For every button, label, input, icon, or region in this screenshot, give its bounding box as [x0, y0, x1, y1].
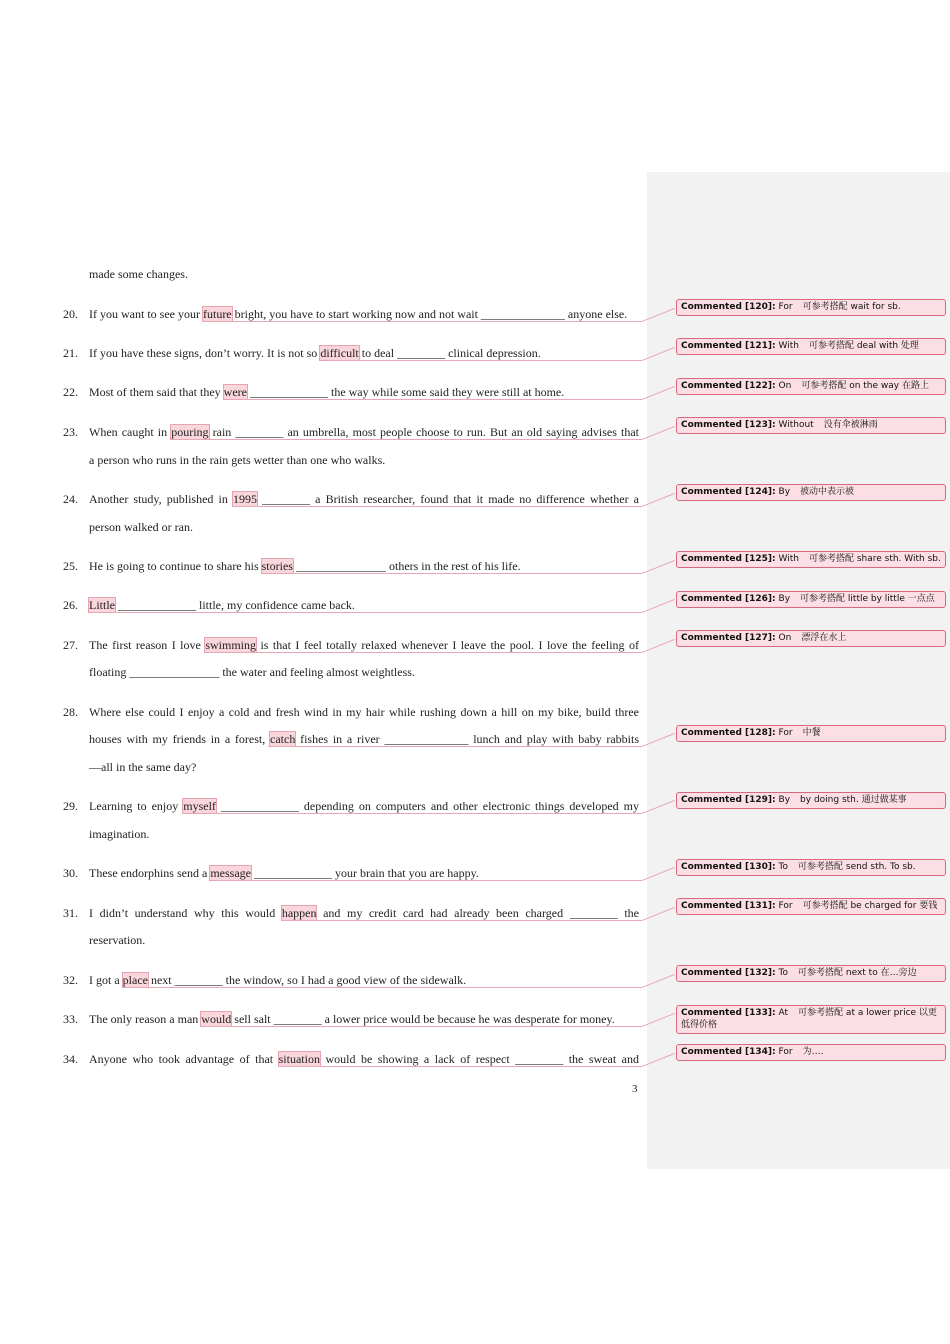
highlighted-word[interactable]: myself: [183, 799, 216, 813]
highlighted-word[interactable]: would: [201, 1012, 232, 1026]
question-continuation: a person who runs in the rain gets wetter than one who walks.: [89, 453, 386, 467]
item-number: 31.: [63, 906, 78, 920]
item-number: 21.: [63, 346, 78, 360]
item-number: 32.: [63, 973, 78, 987]
item-number: 23.: [63, 425, 78, 439]
question-line: Most of them said that they were _____________ the way while some said they were still at home.: [89, 385, 565, 399]
item-number: 20.: [63, 307, 78, 321]
question-line: He is going to continue to share his stories _______________ others in the rest of his life.: [89, 559, 521, 573]
comment-balloon[interactable]: Commented [125]: With 可参考搭配 share sth. With sb.: [676, 551, 946, 568]
item-number: 22.: [63, 385, 78, 399]
highlighted-word[interactable]: difficult: [320, 346, 359, 360]
lead-line: made some changes.: [89, 267, 188, 281]
item-number: 26.: [63, 598, 78, 612]
comment-anchor-line: [205, 652, 642, 653]
comment-balloon[interactable]: Commented [124]: By 被动中表示被: [676, 484, 946, 501]
question-continuation: reservation.: [89, 933, 146, 947]
question-line: Where else could I enjoy a cold and fresh wind in my hair while rushing down a hill on my bike, build three: [89, 705, 639, 719]
comment-balloon[interactable]: Commented [130]: To 可参考搭配 send sth. To sb.: [676, 859, 946, 876]
highlighted-word[interactable]: place: [122, 973, 148, 987]
highlighted-word[interactable]: happen: [281, 906, 317, 920]
question-line: These endorphins send a message _____________ your brain that you are happy.: [89, 866, 479, 880]
question-line: Little _____________ little, my confidence came back.: [89, 598, 355, 612]
item-number: 25.: [63, 559, 78, 573]
question-continuation: floating _______________ the water and feeling almost weightless.: [89, 665, 415, 679]
question-line: Another study, published in 1995 ________ a British researcher, found that it made no difference whether a: [89, 492, 639, 506]
comment-anchor-line: [268, 746, 642, 747]
page-number: 3: [632, 1083, 638, 1095]
question-continuation: houses with my friends in a forest, catch fishes in a river ______________ lunch and play with baby rabbits: [89, 732, 640, 746]
question-line: If you have these signs, don’t worry. It is not so difficult to deal ________ clinical depression.: [89, 346, 541, 360]
question-line: Anyone who took advantage of that situation would be showing a lack of respect ________ the sweat and: [89, 1052, 640, 1066]
comment-balloon[interactable]: Commented [131]: For 可参考搭配 be charged for 要钱: [676, 898, 946, 915]
highlighted-word[interactable]: were: [223, 385, 247, 399]
highlighted-word[interactable]: catch: [270, 732, 296, 746]
highlighted-word[interactable]: situation: [278, 1052, 320, 1066]
item-number: 29.: [63, 799, 78, 813]
item-number: 30.: [63, 866, 78, 880]
comment-balloon[interactable]: Commented [129]: By by doing sth. 通过做某事: [676, 792, 946, 809]
question-continuation: —all in the same day?: [89, 760, 197, 774]
comment-anchor-line: [213, 880, 642, 881]
highlighted-word[interactable]: Little: [89, 598, 115, 612]
comment-balloon[interactable]: Commented [120]: For 可参考搭配 wait for sb.: [676, 299, 946, 316]
comment-anchor-line: [171, 439, 642, 440]
question-continuation: imagination.: [89, 827, 150, 841]
highlighted-word[interactable]: stories: [261, 559, 293, 573]
question-line: If you want to see your future bright, you have to start working now and not wait ______________ anyone else.: [89, 307, 628, 321]
highlighted-word[interactable]: swimming: [205, 638, 256, 652]
highlighted-word[interactable]: pouring: [171, 425, 209, 439]
comment-anchor-line: [204, 1026, 642, 1027]
comment-anchor-line: [278, 1066, 642, 1067]
comment-anchor-line: [266, 573, 642, 574]
comment-anchor-line: [89, 612, 642, 613]
question-line: When caught in pouring rain ________ an umbrella, most people choose to run. But an old saying advises that: [89, 425, 639, 439]
comment-anchor-line: [182, 813, 642, 814]
comment-anchor-line: [233, 506, 642, 507]
comment-anchor-line: [328, 360, 642, 361]
question-line: The only reason a man would sell salt ________ a lower price would be because he was desperate for money.: [89, 1012, 615, 1026]
item-number: 34.: [63, 1052, 78, 1066]
comment-balloon[interactable]: Commented [121]: With 可参考搭配 deal with 处理: [676, 338, 946, 355]
comment-balloon[interactable]: Commented [133]: At 可参考搭配 at a lower price 以更低得价格: [676, 1005, 946, 1034]
question-line: I didn’t understand why this would happen and my credit card had already been charged ________ the: [89, 906, 639, 920]
item-number: 24.: [63, 492, 78, 506]
item-number: 33.: [63, 1012, 78, 1026]
comment-anchor-line: [205, 321, 642, 322]
question-line: The first reason I love swimming is that I feel totally relaxed whenever I leave the pool. I love the feeling of: [89, 638, 639, 652]
comment-balloon[interactable]: Commented [128]: For 中餐: [676, 725, 946, 742]
question-line: Learning to enjoy myself _____________ depending on computers and other electronic things developed my: [89, 799, 639, 813]
comment-anchor-line: [281, 920, 642, 921]
comment-balloon[interactable]: Commented [134]: For 为….: [676, 1044, 946, 1061]
highlighted-word[interactable]: message: [210, 866, 251, 880]
comment-balloon[interactable]: Commented [122]: On 可参考搭配 on the way 在路上: [676, 378, 946, 395]
comment-balloon[interactable]: Commented [126]: By 可参考搭配 little by little 一点点: [676, 591, 946, 608]
comment-anchor-line: [124, 987, 642, 988]
comment-balloon[interactable]: Commented [132]: To 可参考搭配 next to 在…旁边: [676, 965, 946, 982]
item-number: 28.: [63, 705, 78, 719]
comment-anchor-line: [228, 399, 642, 400]
comment-balloon[interactable]: Commented [127]: On 漂浮在水上: [676, 630, 946, 647]
item-number: 27.: [63, 638, 78, 652]
highlighted-word[interactable]: future: [202, 307, 232, 321]
comment-balloon[interactable]: Commented [123]: Without 没有伞被淋雨: [676, 417, 946, 434]
question-line: I got a place next ________ the window, so I had a good view of the sidewalk.: [89, 973, 467, 987]
question-continuation: person walked or ran.: [89, 520, 193, 534]
highlighted-word[interactable]: 1995: [232, 492, 257, 506]
